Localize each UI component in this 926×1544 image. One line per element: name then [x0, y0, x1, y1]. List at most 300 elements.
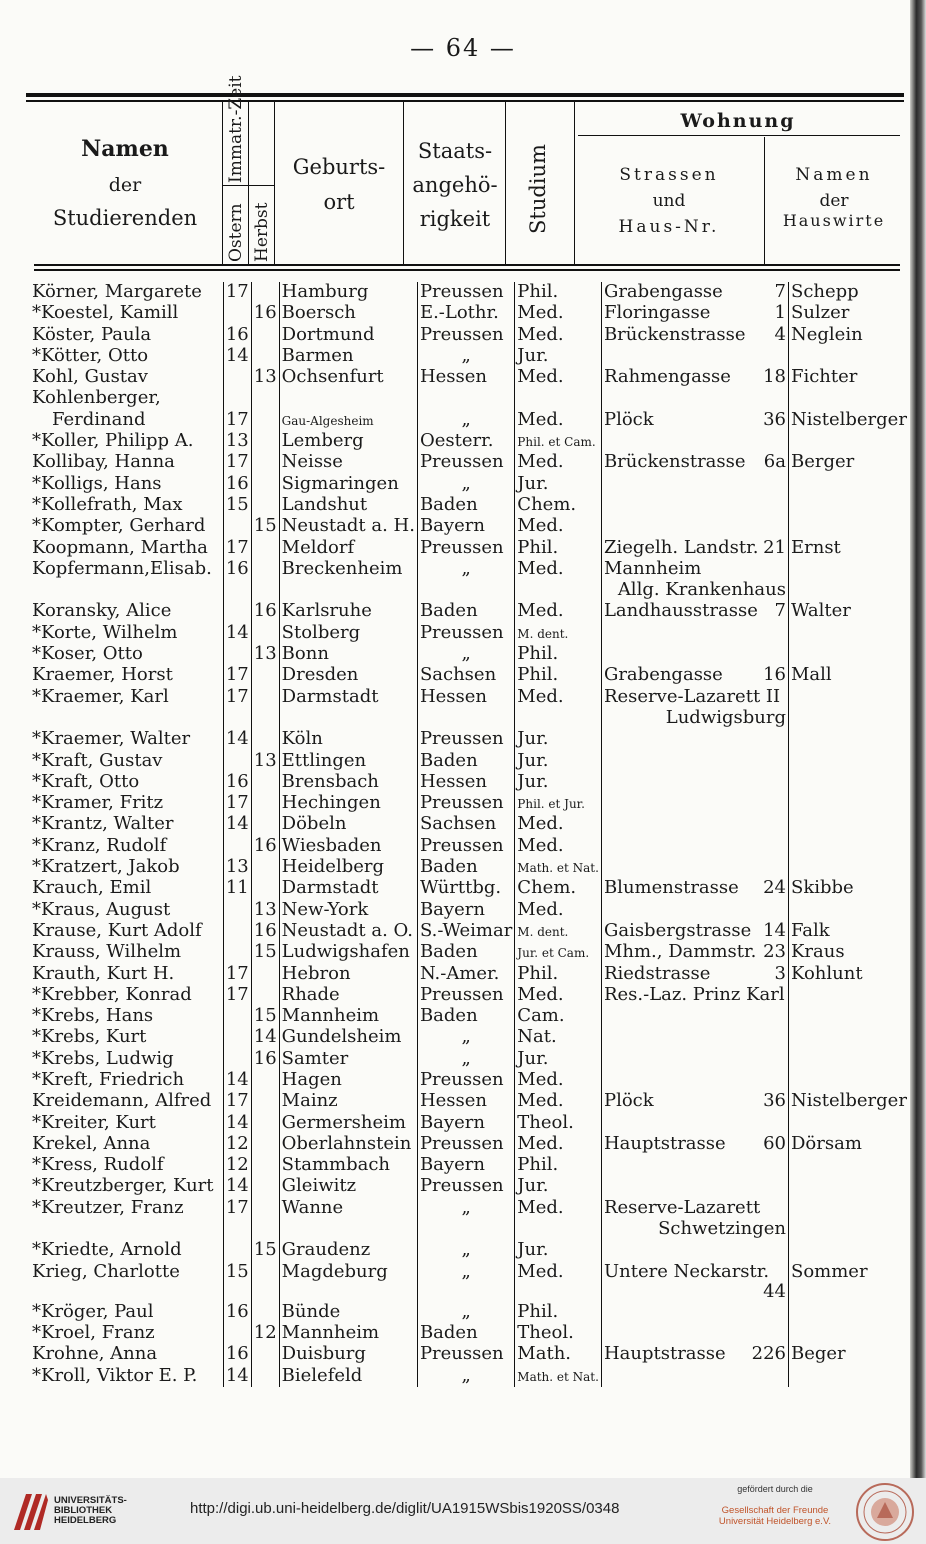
cell-staat: [417, 410, 514, 431]
cell-text: Gaisbergstrasse: [603, 919, 752, 941]
student-register-table: [30, 282, 910, 1387]
cell-o: [223, 1366, 251, 1387]
header-namen: Namen: [81, 136, 169, 162]
cell-wirt: [788, 538, 910, 559]
table-row: [30, 410, 910, 431]
cell-studium: [515, 1176, 602, 1197]
cell-name: [30, 985, 223, 1006]
cell-text: Hauptstrasse: [603, 1343, 726, 1365]
cell-text: Jur.: [517, 1175, 549, 1197]
cell-wirt: [788, 729, 910, 750]
table-row: [30, 665, 910, 686]
cell-text: Baden: [419, 1005, 478, 1027]
cell-text: Breckenheim: [281, 557, 403, 579]
cell-strasse: [601, 1155, 788, 1176]
cell-staat: [417, 729, 514, 750]
cell-text: Med.: [517, 1196, 564, 1218]
cell-h: [251, 687, 279, 708]
table-row: [30, 1070, 910, 1091]
cell-text: Skibbe: [790, 877, 854, 899]
cell-text: Hessen: [419, 770, 488, 792]
col-line: [222, 102, 223, 266]
cell-strasse: [601, 388, 788, 409]
cell-wirt: [788, 1240, 910, 1261]
cell-ort: [279, 346, 417, 367]
cell-text: Hechingen: [281, 792, 381, 814]
cell-text: 17: [225, 536, 249, 558]
cell-text: Phil.: [517, 1154, 559, 1176]
cell-text: 14: [225, 813, 249, 835]
cell-o: [223, 836, 251, 857]
cell-o: [223, 452, 251, 473]
cell-text: Mall: [790, 664, 832, 686]
cell-text: Landshut: [281, 493, 368, 515]
cell-o: [223, 1344, 251, 1365]
cell-text: Mhm., Dammstr.: [603, 941, 757, 963]
house-number: 60: [763, 1132, 786, 1154]
cell-wirt: [788, 580, 910, 601]
cell-staat: [417, 367, 514, 388]
cell-o: [223, 644, 251, 665]
cell-text: Ziegelh. Landstr.: [603, 536, 759, 558]
cell-name: [30, 1323, 223, 1344]
cell-studium: [515, 346, 602, 367]
cell-text: Gleiwitz: [281, 1175, 357, 1197]
table-row: [30, 538, 910, 559]
cell-text: Hamburg: [281, 281, 369, 302]
cell-o: [223, 1091, 251, 1112]
library-logo-icon: [10, 1486, 50, 1534]
cell-text: Sachsen: [419, 813, 497, 835]
table-row: [30, 921, 910, 942]
cell-name: [30, 921, 223, 942]
table-row: [30, 516, 910, 537]
cell-text: Phil. et Jur.: [517, 797, 585, 812]
cell-text: 12: [225, 1154, 249, 1176]
cell-strasse: [601, 346, 788, 367]
house-number: 6a: [763, 451, 786, 473]
cell-studium: [515, 1006, 602, 1027]
cell-studium: [515, 474, 602, 495]
cell-strasse: [601, 814, 788, 835]
cell-text: Körner, Margarete: [32, 281, 202, 302]
cell-text: Theol.: [517, 1111, 574, 1133]
cell-name: [30, 665, 223, 686]
cell-text: Grabengasse: [603, 281, 723, 302]
cell-name: [30, 346, 223, 367]
cell-text: Hebron: [281, 962, 351, 984]
table-row: [30, 367, 910, 388]
table-row: [30, 452, 910, 473]
cell-text: Jur.: [517, 1047, 549, 1069]
cell-ort: [279, 1219, 417, 1240]
house-number: 36: [763, 1090, 786, 1112]
cell-h: [251, 1219, 279, 1240]
cell-text: Med.: [517, 1132, 564, 1154]
cell-wirt: [788, 1134, 910, 1155]
cell-text: 16: [225, 1343, 249, 1365]
cell-staat: [417, 1113, 514, 1134]
cell-h: [251, 857, 279, 878]
cell-text: Mannheim: [281, 1321, 380, 1343]
cell-studium: [515, 495, 602, 516]
table-row: [30, 1262, 910, 1302]
cell-text: 13: [225, 430, 249, 452]
table-row: [30, 1198, 910, 1219]
cell-wirt: [788, 1006, 910, 1027]
cell-name: [30, 1155, 223, 1176]
cell-o: [223, 1240, 251, 1261]
cell-text: „: [461, 344, 471, 366]
cell-text: *Kress, Rudolf: [32, 1154, 164, 1176]
col-line: [505, 102, 506, 266]
source-url[interactable]: http://digi.ub.uni-heidelberg.de/diglit/UA1915WSbis1920SS/0348: [190, 1500, 620, 1517]
cell-name: [30, 474, 223, 495]
cell-staat: [417, 964, 514, 985]
cell-wirt: [788, 708, 910, 729]
cell-strasse: [601, 1027, 788, 1048]
cell-h: [251, 410, 279, 431]
top-rule-thin: [26, 100, 904, 102]
cell-text: 16: [253, 919, 277, 941]
cell-staat: [417, 1219, 514, 1240]
cell-name: [30, 495, 223, 516]
cell-wirt: [788, 282, 910, 303]
cell-studium: [515, 665, 602, 686]
cell-text: Hessen: [419, 366, 488, 388]
cell-text: Württbg.: [419, 877, 502, 899]
cell-o: [223, 410, 251, 431]
cell-text: *Korte, Wilhelm: [32, 621, 178, 643]
cell-o: [223, 772, 251, 793]
cell-staat: [417, 1155, 514, 1176]
house-number: 4: [774, 323, 786, 345]
table-row: [30, 623, 910, 644]
cell-o: [223, 303, 251, 324]
cell-wirt: [788, 1070, 910, 1091]
cell-studium: [515, 452, 602, 473]
cell-ort: [279, 1113, 417, 1134]
cell-name: [30, 1262, 223, 1302]
cell-text: Med.: [517, 1090, 564, 1112]
cell-text: Bayern: [419, 1111, 485, 1133]
cell-text: Chem.: [517, 493, 577, 515]
cell-ort: [279, 1006, 417, 1027]
cell-o: [223, 282, 251, 303]
table-row: [30, 388, 910, 409]
cell-text: *Kriedte, Arnold: [32, 1239, 182, 1261]
cell-text: Grabengasse: [603, 664, 723, 686]
cell-h: [251, 729, 279, 750]
cell-staat: [417, 559, 514, 580]
cell-strasse: [601, 836, 788, 857]
cell-text: *Kraemer, Walter: [32, 728, 191, 750]
cell-text: Hessen: [419, 685, 488, 707]
cell-staat: [417, 921, 514, 942]
cell-studium: [515, 1323, 602, 1344]
header-wohnung: Wohnung: [680, 110, 796, 132]
table-row: [30, 559, 910, 580]
cell-text: Schepp: [790, 281, 859, 302]
table-row: [30, 1091, 910, 1112]
cell-text: Neisse: [281, 451, 343, 473]
cell-h: [251, 1113, 279, 1134]
table-row: [30, 1344, 910, 1365]
cell-ort: [279, 729, 417, 750]
cell-text: Krauss, Wilhelm: [32, 941, 182, 963]
cell-text: Duisburg: [281, 1343, 366, 1365]
cell-text: Koransky, Alice: [32, 600, 172, 622]
table-row: [30, 1113, 910, 1134]
cell-strasse: [601, 410, 788, 431]
cell-staat: [417, 836, 514, 857]
cell-wirt: [788, 431, 910, 452]
table-row: [30, 708, 910, 729]
cell-text: 15: [253, 1005, 277, 1027]
cell-text: *Kramer, Fritz: [32, 792, 164, 814]
cell-text: Berger: [790, 451, 855, 473]
cell-studium: [515, 1113, 602, 1134]
cell-text: „: [461, 643, 471, 665]
cell-text: „: [461, 1364, 471, 1386]
cell-text: Ferdinand: [52, 408, 146, 430]
cell-h: [251, 1006, 279, 1027]
cell-text: *Kötter, Otto: [32, 344, 149, 366]
cell-text: Baden: [419, 493, 478, 515]
cell-studium: [515, 1198, 602, 1219]
cell-text: *Kranz, Rudolf: [32, 834, 167, 856]
cell-text: 14: [225, 621, 249, 643]
funder-name-2: Universität Heidelberg e.V.: [718, 1516, 832, 1527]
cell-text: Köln: [281, 728, 323, 750]
cell-ort: [279, 1049, 417, 1070]
cell-strasse: [601, 1198, 788, 1219]
cell-strasse: [601, 687, 788, 708]
cell-text: Mannheim: [281, 1005, 380, 1027]
cell-ort: [279, 452, 417, 473]
cell-text: Krohne, Anna: [32, 1343, 158, 1365]
cell-h: [251, 964, 279, 985]
cell-ort: [279, 857, 417, 878]
cell-h: [251, 644, 279, 665]
cell-text: „: [461, 1196, 471, 1218]
cell-name: [30, 729, 223, 750]
cell-o: [223, 431, 251, 452]
cell-h: [251, 559, 279, 580]
cell-name: [30, 836, 223, 857]
cell-strasse: [601, 282, 788, 303]
cell-h: [251, 942, 279, 963]
col-line: [248, 185, 249, 266]
cell-wirt: [788, 1262, 910, 1302]
cell-text: Magdeburg: [281, 1260, 388, 1282]
house-number: 44: [763, 1280, 786, 1302]
cell-staat: [417, 388, 514, 409]
cell-ort: [279, 1176, 417, 1197]
cell-staat: [417, 516, 514, 537]
cell-o: [223, 495, 251, 516]
cell-text: Jur.: [517, 728, 549, 750]
cell-wirt: [788, 346, 910, 367]
table-row: [30, 985, 910, 1006]
cell-text: E.-Lothr.: [419, 302, 499, 324]
cell-o: [223, 474, 251, 495]
cell-text: Jur.: [517, 344, 549, 366]
house-number: 23: [763, 941, 786, 963]
cell-strasse: [601, 1049, 788, 1070]
house-number: 226: [751, 1343, 786, 1365]
cell-o: [223, 751, 251, 772]
table-row: [30, 836, 910, 857]
cell-wirt: [788, 303, 910, 324]
cell-studium: [515, 1049, 602, 1070]
cell-studium: [515, 623, 602, 644]
library-name-line: UNIVERSITÄTS-: [54, 1495, 127, 1506]
header-strassen-3: Haus-Nr.: [618, 217, 720, 237]
table-row: [30, 964, 910, 985]
cell-text: Dörsam: [790, 1132, 862, 1154]
cell-strasse: [601, 303, 788, 324]
cell-wirt: [788, 495, 910, 516]
cell-text: Hessen: [419, 1090, 488, 1112]
cell-staat: [417, 900, 514, 921]
cell-wirt: [788, 857, 910, 878]
cell-text: Med.: [517, 408, 564, 430]
table-row: [30, 1155, 910, 1176]
cell-text: Bayern: [419, 898, 485, 920]
cell-name: [30, 1091, 223, 1112]
cell-wirt: [788, 921, 910, 942]
cell-text: Riedstrasse: [603, 962, 711, 984]
cell-studium: [515, 1219, 602, 1240]
cell-text: Math. et Nat.: [517, 1369, 599, 1384]
cell-o: [223, 921, 251, 942]
cell-h: [251, 303, 279, 324]
cell-h: [251, 282, 279, 303]
header-immatr-zeit: Immatr.-Zeit: [226, 75, 246, 183]
cell-staat: [417, 665, 514, 686]
header-studierenden: Studierenden: [52, 206, 198, 230]
cell-wirt: [788, 1302, 910, 1323]
cell-text: 16: [253, 834, 277, 856]
cell-studium: [515, 431, 602, 452]
cell-text: 17: [225, 664, 249, 686]
cell-studium: [515, 793, 602, 814]
cell-text: 15: [225, 493, 249, 515]
cell-text: Sigmaringen: [281, 472, 399, 494]
cell-wirt: [788, 1198, 910, 1219]
header-wirte-1: Namen: [795, 165, 873, 185]
cell-staat: [417, 1134, 514, 1155]
cell-ort: [279, 1070, 417, 1091]
cell-text: 16: [253, 600, 277, 622]
cell-text: Jur.: [517, 749, 549, 771]
header-studium: Studium: [526, 144, 550, 234]
cell-o: [223, 687, 251, 708]
cell-ort: [279, 559, 417, 580]
cell-wirt: [788, 623, 910, 644]
cell-text: Krauth, Kurt H.: [32, 962, 175, 984]
cell-text: Phil.: [517, 643, 559, 665]
cell-text: Krekel, Anna: [32, 1132, 151, 1154]
cell-text: *Krebber, Konrad: [32, 983, 192, 1005]
cell-wirt: [788, 325, 910, 346]
cell-name: [30, 751, 223, 772]
cell-strasse: [601, 580, 788, 601]
cell-text: 13: [253, 749, 277, 771]
cell-text: 12: [253, 1321, 277, 1343]
cell-text: Neglein: [790, 323, 863, 345]
table-row: [30, 1323, 910, 1344]
cell-text: Baden: [419, 1321, 478, 1343]
cell-text: Hagen: [281, 1068, 342, 1090]
cell-text: Köster, Paula: [32, 323, 152, 345]
cell-studium: [515, 644, 602, 665]
cell-name: [30, 878, 223, 899]
cell-text: Lemberg: [281, 430, 364, 452]
table-row: [30, 814, 910, 835]
cell-name: [30, 708, 223, 729]
cell-text: 14: [225, 1364, 249, 1386]
cell-h: [251, 1302, 279, 1323]
cell-text: Preussen: [419, 1068, 504, 1090]
cell-h: [251, 1134, 279, 1155]
cell-text: Brückenstrasse: [603, 323, 746, 345]
cell-text: Koopmann, Martha: [32, 536, 208, 558]
cell-text: Neustadt a. O.: [281, 919, 413, 941]
cell-text: Preussen: [419, 536, 504, 558]
cell-wirt: [788, 474, 910, 495]
cell-ort: [279, 1198, 417, 1219]
cell-text: Ludwigsburg: [665, 706, 786, 728]
header-wirte-3: Hauswirte: [782, 211, 886, 230]
cell-staat: [417, 325, 514, 346]
cell-text: Preussen: [419, 1343, 504, 1365]
page-edge: [910, 0, 926, 1478]
cell-text: Graudenz: [281, 1239, 371, 1261]
cell-name: [30, 900, 223, 921]
cell-text: Jur.: [517, 472, 549, 494]
cell-text: Beger: [790, 1343, 846, 1365]
header-geburtsort-2: ort: [323, 190, 355, 214]
cell-text: Wiesbaden: [281, 834, 382, 856]
cell-text: Nat.: [517, 1026, 557, 1048]
cell-ort: [279, 1091, 417, 1112]
table-row: [30, 772, 910, 793]
cell-text: „: [461, 1026, 471, 1048]
cell-text: Boersch: [281, 302, 356, 324]
header-rule: [34, 264, 900, 266]
cell-text: *Kraft, Otto: [32, 770, 140, 792]
cell-text: Jur.: [517, 770, 549, 792]
cell-studium: [515, 367, 602, 388]
cell-o: [223, 985, 251, 1006]
cell-text: Mannheim: [603, 557, 702, 579]
cell-text: Med.: [517, 451, 564, 473]
cell-o: [223, 388, 251, 409]
cell-staat: [417, 857, 514, 878]
cell-text: 16: [225, 557, 249, 579]
cell-studium: [515, 814, 602, 835]
cell-text: *Kroll, Viktor E. P.: [32, 1364, 198, 1386]
cell-text: *Kreutzer, Franz: [32, 1196, 184, 1218]
cell-staat: [417, 282, 514, 303]
cell-h: [251, 814, 279, 835]
cell-text: Phil.: [517, 536, 559, 558]
cell-h: [251, 900, 279, 921]
cell-staat: [417, 814, 514, 835]
cell-staat: [417, 1240, 514, 1261]
